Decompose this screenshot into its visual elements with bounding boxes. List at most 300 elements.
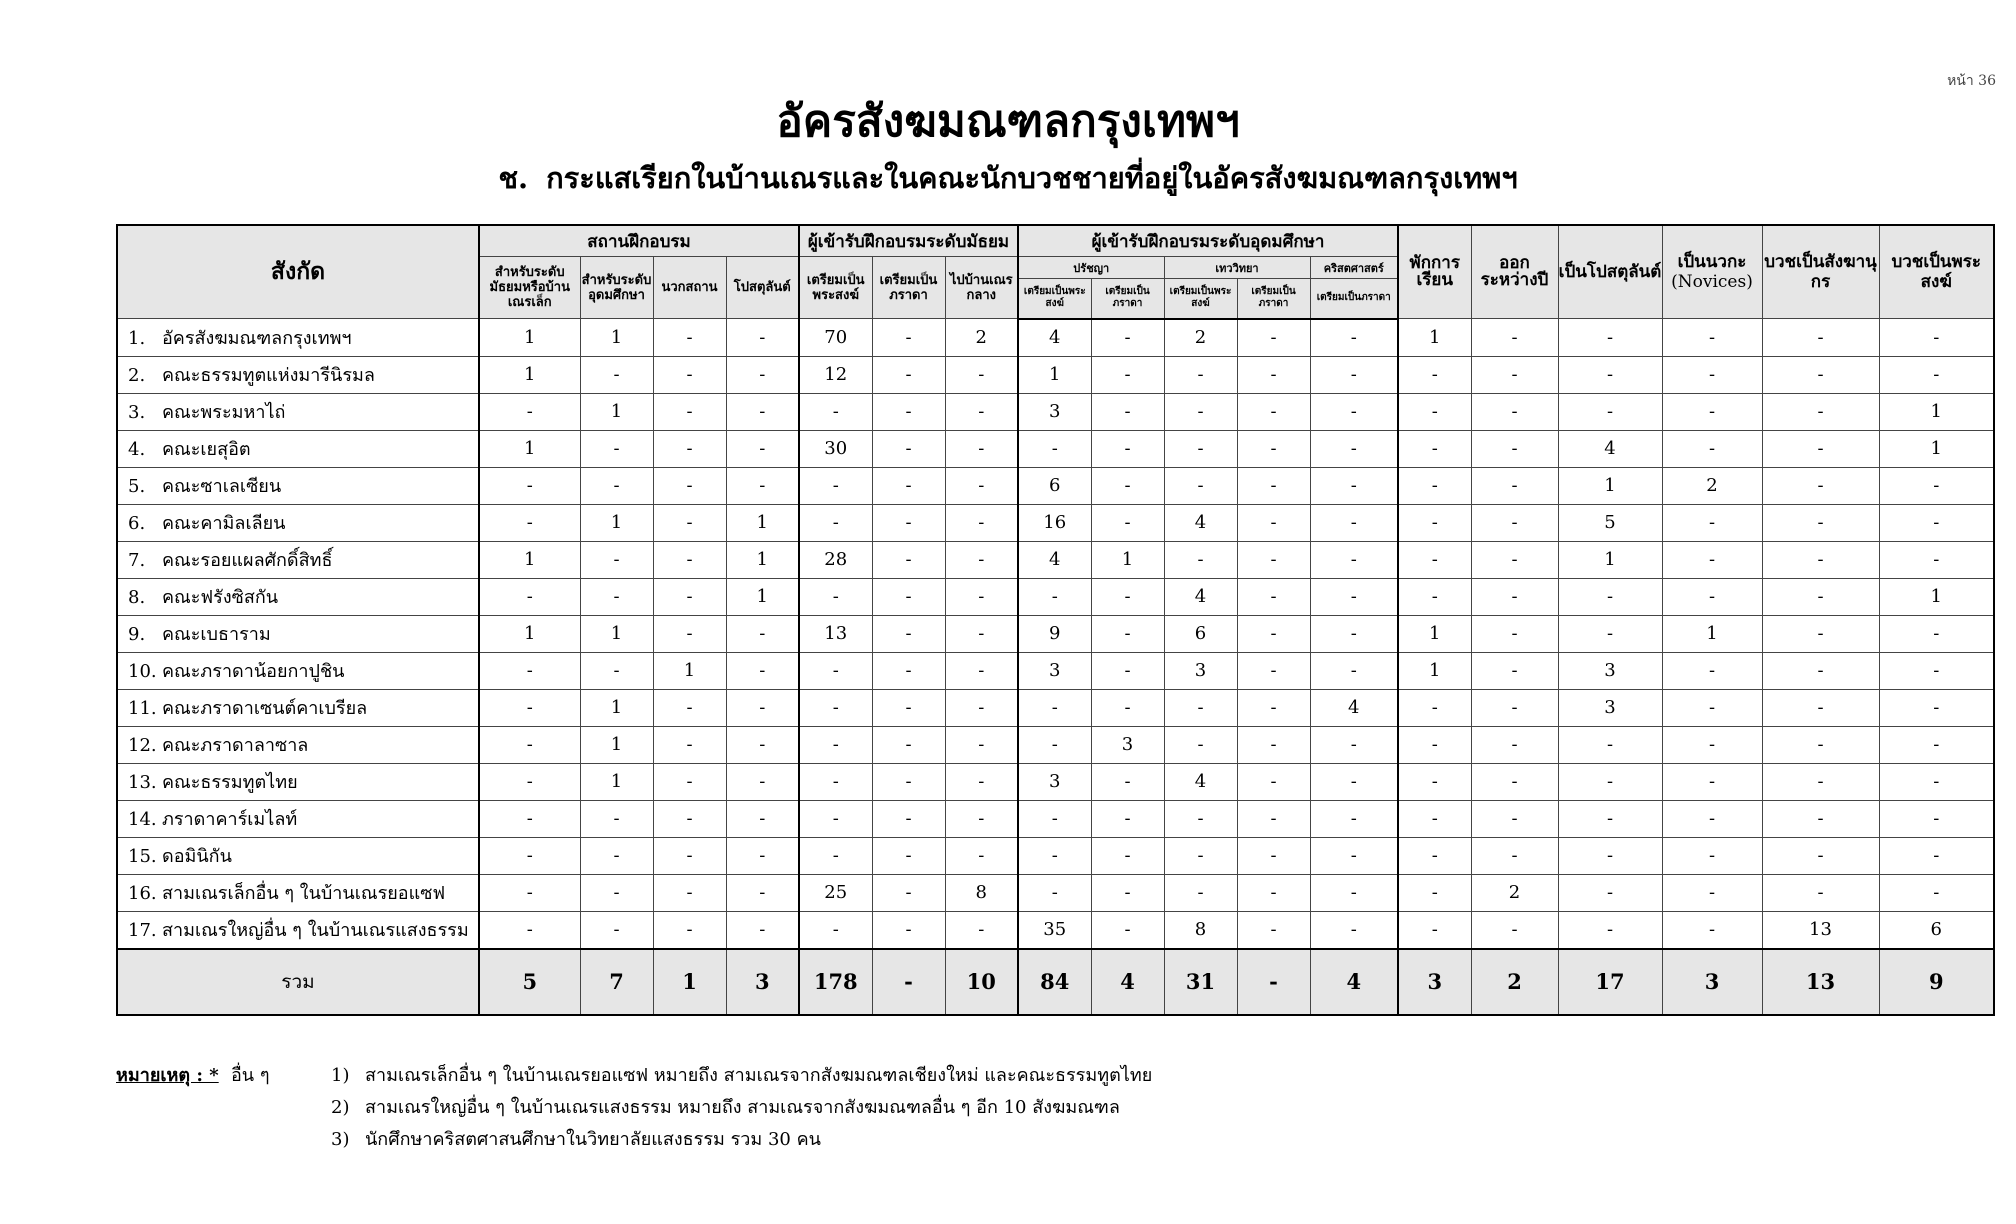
table-cell: -	[1879, 467, 1994, 504]
page-title: อัครสังฆมณฑลกรุงเทพฯ	[776, 96, 1240, 147]
page-subtitle	[0, 158, 2016, 198]
header-philosophy: ปรัชญา	[1018, 257, 1164, 279]
table-cell: -	[653, 874, 726, 911]
table-cell: 1	[479, 319, 580, 357]
table-cell: -	[1471, 504, 1558, 541]
footnote-text: สามเณรใหญ่อื่น ๆ ในบ้านเณรแสงธรรม หมายถึง สามเณรจากสังฆมณฑลอื่น ๆ อีก 10 สังฆมณฑล	[365, 1097, 1120, 1118]
table-cell: -	[1164, 874, 1237, 911]
footnote-label: หมายเหตุ : *	[116, 1065, 219, 1086]
header-phil-brother: เตรียมเป็นภราดา	[1091, 279, 1164, 319]
row-affiliation	[117, 467, 479, 504]
table-cell: -	[1091, 800, 1164, 837]
table-cell: -	[1879, 763, 1994, 800]
row-name: ภราดาคาร์เมไลท์	[162, 809, 298, 830]
row-number: 17.	[128, 920, 157, 941]
table-cell: -	[479, 837, 580, 874]
row-number: 5.	[128, 476, 146, 497]
table-cell: -	[1558, 615, 1662, 652]
table-cell: -	[1091, 874, 1164, 911]
table-cell: -	[1018, 800, 1091, 837]
header-sec-brother: เตรียมเป็นภราดา	[872, 257, 945, 319]
table-cell: -	[872, 430, 945, 467]
table-row	[117, 726, 1994, 763]
table-cell: -	[1018, 874, 1091, 911]
header-phil-priest: เตรียมเป็นพระสงฆ์	[1018, 279, 1091, 319]
total-cell: 5	[479, 949, 580, 1015]
table-cell: -	[1471, 430, 1558, 467]
table-cell: -	[580, 430, 653, 467]
table-cell: -	[1471, 763, 1558, 800]
table-cell: -	[945, 504, 1018, 541]
table-cell: -	[1471, 467, 1558, 504]
table-cell: -	[479, 652, 580, 689]
table-cell: -	[580, 578, 653, 615]
table-row	[117, 763, 1994, 800]
total-cell: 3	[726, 949, 799, 1015]
row-affiliation	[117, 911, 479, 949]
table-cell: -	[1762, 615, 1879, 652]
row-name: คณะธรรมทูตไทย	[162, 772, 298, 793]
table-cell: -	[872, 726, 945, 763]
table-cell: -	[1471, 541, 1558, 578]
table-cell: -	[1164, 689, 1237, 726]
row-name: คณะภราดาเซนต์คาเบรียล	[162, 698, 368, 719]
table-cell: -	[872, 541, 945, 578]
table-cell: -	[1471, 393, 1558, 430]
table-cell: 1	[1662, 615, 1762, 652]
header-priest: บวชเป็นพระสงฆ์	[1879, 225, 1994, 319]
table-cell: -	[726, 652, 799, 689]
table-cell: 4	[1018, 319, 1091, 357]
table-cell: -	[479, 911, 580, 949]
table-cell: -	[653, 541, 726, 578]
table-cell: -	[1310, 911, 1398, 949]
footnote-row	[116, 1092, 1152, 1124]
table-cell: 1	[1091, 541, 1164, 578]
table-cell: -	[580, 652, 653, 689]
total-cell: 1	[653, 949, 726, 1015]
table-cell: -	[799, 393, 872, 430]
table-cell: -	[799, 763, 872, 800]
subtitle-text: กระแสเรียกในบ้านเณรและในคณะนักบวชชายที่อยู่ในอัครสังฆมณฑลกรุงเทพฯ	[546, 161, 1518, 195]
table-cell: -	[872, 356, 945, 393]
row-name: ดอมินิกัน	[162, 846, 232, 867]
row-name: คณะคามิลเลียน	[162, 513, 286, 534]
row-name: สามเณรใหญ่อื่น ๆ ในบ้านเณรแสงธรรม	[162, 920, 469, 941]
total-cell: 17	[1558, 949, 1662, 1015]
table-cell: -	[1398, 800, 1471, 837]
table-cell: -	[945, 541, 1018, 578]
table-cell: -	[1237, 615, 1310, 652]
table-cell: -	[1310, 726, 1398, 763]
total-cell: 3	[1662, 949, 1762, 1015]
table-cell: -	[1879, 689, 1994, 726]
table-cell: -	[945, 800, 1018, 837]
row-name: คณะธรรมทูตแห่งมารีนิรมล	[162, 365, 375, 386]
table-cell: -	[1398, 689, 1471, 726]
table-cell: 4	[1164, 504, 1237, 541]
table-cell: -	[799, 911, 872, 949]
table-cell: 1	[580, 319, 653, 357]
table-cell: 16	[1018, 504, 1091, 541]
table-row	[117, 504, 1994, 541]
table-cell: -	[1558, 393, 1662, 430]
table-cell: -	[1091, 652, 1164, 689]
header-secondary-trainees: ผู้เข้ารับฝึกอบรมระดับมัธยม	[799, 225, 1018, 257]
table-cell: -	[1558, 911, 1662, 949]
table-cell: -	[872, 504, 945, 541]
table-cell: -	[1558, 763, 1662, 800]
table-cell: -	[1762, 578, 1879, 615]
table-cell: -	[1310, 874, 1398, 911]
table-cell: -	[1310, 652, 1398, 689]
table-cell: -	[1398, 467, 1471, 504]
table-cell: 4	[1018, 541, 1091, 578]
table-cell: -	[479, 467, 580, 504]
table-cell: -	[653, 504, 726, 541]
table-cell: -	[1879, 319, 1994, 357]
row-number: 1.	[128, 327, 146, 349]
table-cell: -	[872, 763, 945, 800]
table-cell: -	[872, 319, 945, 357]
table-cell: -	[653, 837, 726, 874]
total-cell: 31	[1164, 949, 1237, 1015]
table-cell: -	[799, 837, 872, 874]
table-cell: -	[1558, 874, 1662, 911]
table-cell: 1	[1558, 467, 1662, 504]
footnote-row	[116, 1060, 1152, 1092]
row-name: อัครสังฆมณฑลกรุงเทพฯ	[162, 327, 352, 349]
table-cell: 1	[580, 504, 653, 541]
page-number: หน้า 36	[1947, 73, 1996, 89]
table-cell: 1	[580, 726, 653, 763]
table-cell: -	[1237, 689, 1310, 726]
table-cell: -	[1662, 652, 1762, 689]
header-theo-priest: เตรียมเป็นพระสงฆ์	[1164, 279, 1237, 319]
table-cell: 6	[1018, 467, 1091, 504]
table-cell: 1	[479, 430, 580, 467]
table-cell: 1	[479, 615, 580, 652]
total-cell: -	[1237, 949, 1310, 1015]
header-deacon: บวชเป็นสังฆานุกร	[1762, 225, 1879, 319]
total-cell: 13	[1762, 949, 1879, 1015]
footnote-number: 1)	[331, 1065, 350, 1086]
table-cell: -	[726, 800, 799, 837]
row-number: 14.	[128, 809, 157, 830]
table-cell: 9	[1018, 615, 1091, 652]
table-cell: -	[1762, 541, 1879, 578]
header-novice-en: (Novices)	[1671, 272, 1753, 292]
table-cell: -	[1237, 356, 1310, 393]
table-cell: -	[945, 356, 1018, 393]
table-cell: -	[1091, 393, 1164, 430]
row-number: 13.	[128, 772, 157, 793]
header-theo-brother: เตรียมเป็นภราดา	[1237, 279, 1310, 319]
row-name: สามเณรเล็กอื่น ๆ ในบ้านเณรยอแซฟ	[162, 883, 446, 904]
table-cell: 3	[1164, 652, 1237, 689]
table-cell: -	[726, 911, 799, 949]
row-name: คณะรอยแผลศักดิ์สิทธิ์	[162, 550, 333, 571]
table-cell: -	[653, 578, 726, 615]
table-row	[117, 319, 1994, 357]
table-cell: -	[1662, 911, 1762, 949]
header-place-higher: สำหรับระดับอุดมศึกษา	[580, 257, 653, 319]
table-row	[117, 615, 1994, 652]
table-cell: -	[1310, 578, 1398, 615]
table-cell: -	[479, 726, 580, 763]
table-cell: -	[726, 356, 799, 393]
table-cell: -	[1762, 726, 1879, 763]
table-cell: -	[872, 652, 945, 689]
table-cell: -	[653, 319, 726, 357]
table-cell: -	[1237, 319, 1310, 357]
table-cell: -	[653, 615, 726, 652]
table-cell: -	[1164, 837, 1237, 874]
row-number: 11.	[128, 698, 157, 719]
table-cell: 8	[1164, 911, 1237, 949]
total-cell: 4	[1310, 949, 1398, 1015]
table-cell: -	[1091, 504, 1164, 541]
table-cell: 3	[1558, 689, 1662, 726]
table-cell: -	[945, 689, 1018, 726]
table-cell: -	[1662, 726, 1762, 763]
table-cell: -	[580, 800, 653, 837]
table-cell: -	[580, 541, 653, 578]
row-affiliation	[117, 578, 479, 615]
table-cell: -	[1398, 874, 1471, 911]
table-cell: 1	[479, 356, 580, 393]
table-cell: 1	[580, 615, 653, 652]
table-cell: 1	[726, 578, 799, 615]
table-cell: -	[1310, 504, 1398, 541]
table-cell: 1	[1879, 430, 1994, 467]
table-cell: 3	[1018, 763, 1091, 800]
table-body	[117, 319, 1994, 1015]
table-cell: -	[653, 763, 726, 800]
table-cell: -	[1879, 726, 1994, 763]
header-place-postulant: โปสตุลันต์	[726, 257, 799, 319]
row-name: คณะฟรังซิสกัน	[162, 587, 279, 608]
table-cell: 25	[799, 874, 872, 911]
footnote-number: 3)	[331, 1129, 350, 1150]
table-cell: -	[1398, 430, 1471, 467]
table-cell: -	[1164, 430, 1237, 467]
table-cell: -	[1398, 504, 1471, 541]
table-cell: 1	[479, 541, 580, 578]
table-cell: 2	[1662, 467, 1762, 504]
table-cell: -	[1237, 726, 1310, 763]
table-cell: -	[1018, 837, 1091, 874]
table-cell: -	[1398, 356, 1471, 393]
table-cell: -	[799, 726, 872, 763]
table-cell: -	[1091, 837, 1164, 874]
header-sec-priest: เตรียมเป็นพระสงฆ์	[799, 257, 872, 319]
row-affiliation	[117, 541, 479, 578]
table-cell: -	[1237, 393, 1310, 430]
table-cell: -	[945, 837, 1018, 874]
table-cell: -	[1662, 393, 1762, 430]
table-cell: -	[1398, 911, 1471, 949]
table-cell: -	[1091, 356, 1164, 393]
table-cell: 1	[1879, 393, 1994, 430]
table-cell: -	[799, 578, 872, 615]
vocation-table	[116, 224, 1995, 1016]
row-affiliation	[117, 800, 479, 837]
total-label: รวม	[117, 949, 479, 1015]
table-row	[117, 652, 1994, 689]
table-row	[117, 800, 1994, 837]
table-cell: -	[580, 356, 653, 393]
table-cell: -	[1237, 874, 1310, 911]
table-cell: -	[1762, 689, 1879, 726]
table-cell: -	[580, 874, 653, 911]
table-cell: -	[1091, 319, 1164, 357]
table-cell: -	[1471, 911, 1558, 949]
total-cell: 10	[945, 949, 1018, 1015]
row-affiliation	[117, 393, 479, 430]
table-cell: 1	[580, 393, 653, 430]
table-cell: -	[1310, 393, 1398, 430]
table-cell: -	[872, 837, 945, 874]
table-cell: -	[1398, 763, 1471, 800]
table-cell: -	[479, 578, 580, 615]
footnotes	[116, 1060, 1152, 1156]
table-cell: -	[1310, 837, 1398, 874]
table-cell: -	[726, 763, 799, 800]
row-affiliation	[117, 615, 479, 652]
row-affiliation	[117, 726, 479, 763]
row-affiliation	[117, 430, 479, 467]
total-row	[117, 949, 1994, 1015]
table-cell: -	[1398, 726, 1471, 763]
table-cell: 2	[945, 319, 1018, 357]
table-cell: -	[1662, 541, 1762, 578]
table-cell: -	[1310, 319, 1398, 357]
table-cell: -	[1164, 800, 1237, 837]
header-theology: เทววิทยา	[1164, 257, 1310, 279]
table-cell: 3	[1018, 652, 1091, 689]
table-cell: 4	[1558, 430, 1662, 467]
table-cell: 13	[799, 615, 872, 652]
table-cell: -	[872, 578, 945, 615]
table-cell: -	[1471, 800, 1558, 837]
row-affiliation	[117, 689, 479, 726]
row-affiliation	[117, 837, 479, 874]
table-cell: 2	[1164, 319, 1237, 357]
table-cell: -	[1762, 393, 1879, 430]
table-cell: -	[1762, 800, 1879, 837]
table-cell: -	[1164, 541, 1237, 578]
table-cell: -	[799, 689, 872, 726]
header-postulant: เป็นโปสตุลันต์	[1558, 225, 1662, 319]
table-cell: -	[726, 689, 799, 726]
table-row	[117, 430, 1994, 467]
table-cell: -	[653, 689, 726, 726]
table-cell: -	[1762, 356, 1879, 393]
row-number: 8.	[128, 587, 146, 608]
footnote-row	[116, 1124, 1152, 1156]
table-cell: -	[1471, 689, 1558, 726]
table-cell: -	[1762, 652, 1879, 689]
table-cell: -	[1558, 726, 1662, 763]
table-cell: -	[1662, 356, 1762, 393]
table-cell: -	[945, 467, 1018, 504]
table-cell: 4	[1164, 763, 1237, 800]
table-cell: -	[1398, 837, 1471, 874]
table-cell: -	[1762, 874, 1879, 911]
header-place-novitiate: นวกสถาน	[653, 257, 726, 319]
table-cell: -	[1237, 800, 1310, 837]
table-cell: -	[1237, 504, 1310, 541]
table-cell: -	[872, 911, 945, 949]
footnote-text: สามเณรเล็กอื่น ๆ ในบ้านเณรยอแซฟ หมายถึง สามเณรจากสังฆมณฑลเชียงใหม่ และคณะธรรมทูตไทย	[365, 1065, 1153, 1086]
table-cell: -	[479, 874, 580, 911]
table-cell: -	[653, 356, 726, 393]
table-cell: 1	[726, 541, 799, 578]
table-cell: -	[1471, 319, 1558, 357]
row-affiliation	[117, 319, 479, 357]
table-cell: -	[1164, 467, 1237, 504]
table-cell: -	[1762, 837, 1879, 874]
table-cell: -	[1662, 578, 1762, 615]
table-cell: -	[1310, 356, 1398, 393]
table-cell: -	[1879, 800, 1994, 837]
table-cell: -	[872, 393, 945, 430]
table-cell: 1	[1879, 578, 1994, 615]
table-cell: -	[945, 763, 1018, 800]
row-number: 4.	[128, 439, 146, 460]
table-cell: -	[1398, 578, 1471, 615]
table-cell: -	[872, 874, 945, 911]
header-sec-middle: ไปบ้านเณรกลาง	[945, 257, 1018, 319]
table-cell: -	[1164, 726, 1237, 763]
table-cell: -	[479, 800, 580, 837]
row-number: 10.	[128, 661, 157, 682]
table-cell: -	[1310, 763, 1398, 800]
footnote-number: 2)	[331, 1097, 350, 1118]
table-cell: -	[1879, 356, 1994, 393]
table-cell: -	[653, 800, 726, 837]
table-cell: -	[1879, 504, 1994, 541]
table-cell: -	[1237, 763, 1310, 800]
table-cell: 1	[1398, 615, 1471, 652]
total-cell: 9	[1879, 949, 1994, 1015]
total-cell: 84	[1018, 949, 1091, 1015]
header-affiliation: สังกัด	[117, 225, 479, 319]
table-cell: -	[945, 615, 1018, 652]
table-cell: 8	[945, 874, 1018, 911]
table-cell: -	[1018, 726, 1091, 763]
row-number: 2.	[128, 365, 146, 386]
subtitle-prefix: ช.	[498, 161, 529, 195]
table-cell: -	[1662, 763, 1762, 800]
table-cell: -	[1164, 356, 1237, 393]
row-name: คณะภราดาน้อยกาปูชิน	[162, 661, 345, 682]
row-affiliation	[117, 356, 479, 393]
table-cell: -	[1164, 393, 1237, 430]
row-number: 16.	[128, 883, 157, 904]
header-dropout: ออกระหว่างปี	[1471, 225, 1558, 319]
table-cell: -	[1091, 763, 1164, 800]
header-novice	[1662, 225, 1762, 319]
table-cell: -	[653, 911, 726, 949]
table-cell: -	[945, 430, 1018, 467]
header-place-small: สำหรับระดับมัธยมหรือบ้านเณรเล็ก	[479, 257, 580, 319]
table-cell: -	[1762, 319, 1879, 357]
total-cell: 7	[580, 949, 653, 1015]
row-affiliation	[117, 652, 479, 689]
table-cell: 3	[1018, 393, 1091, 430]
